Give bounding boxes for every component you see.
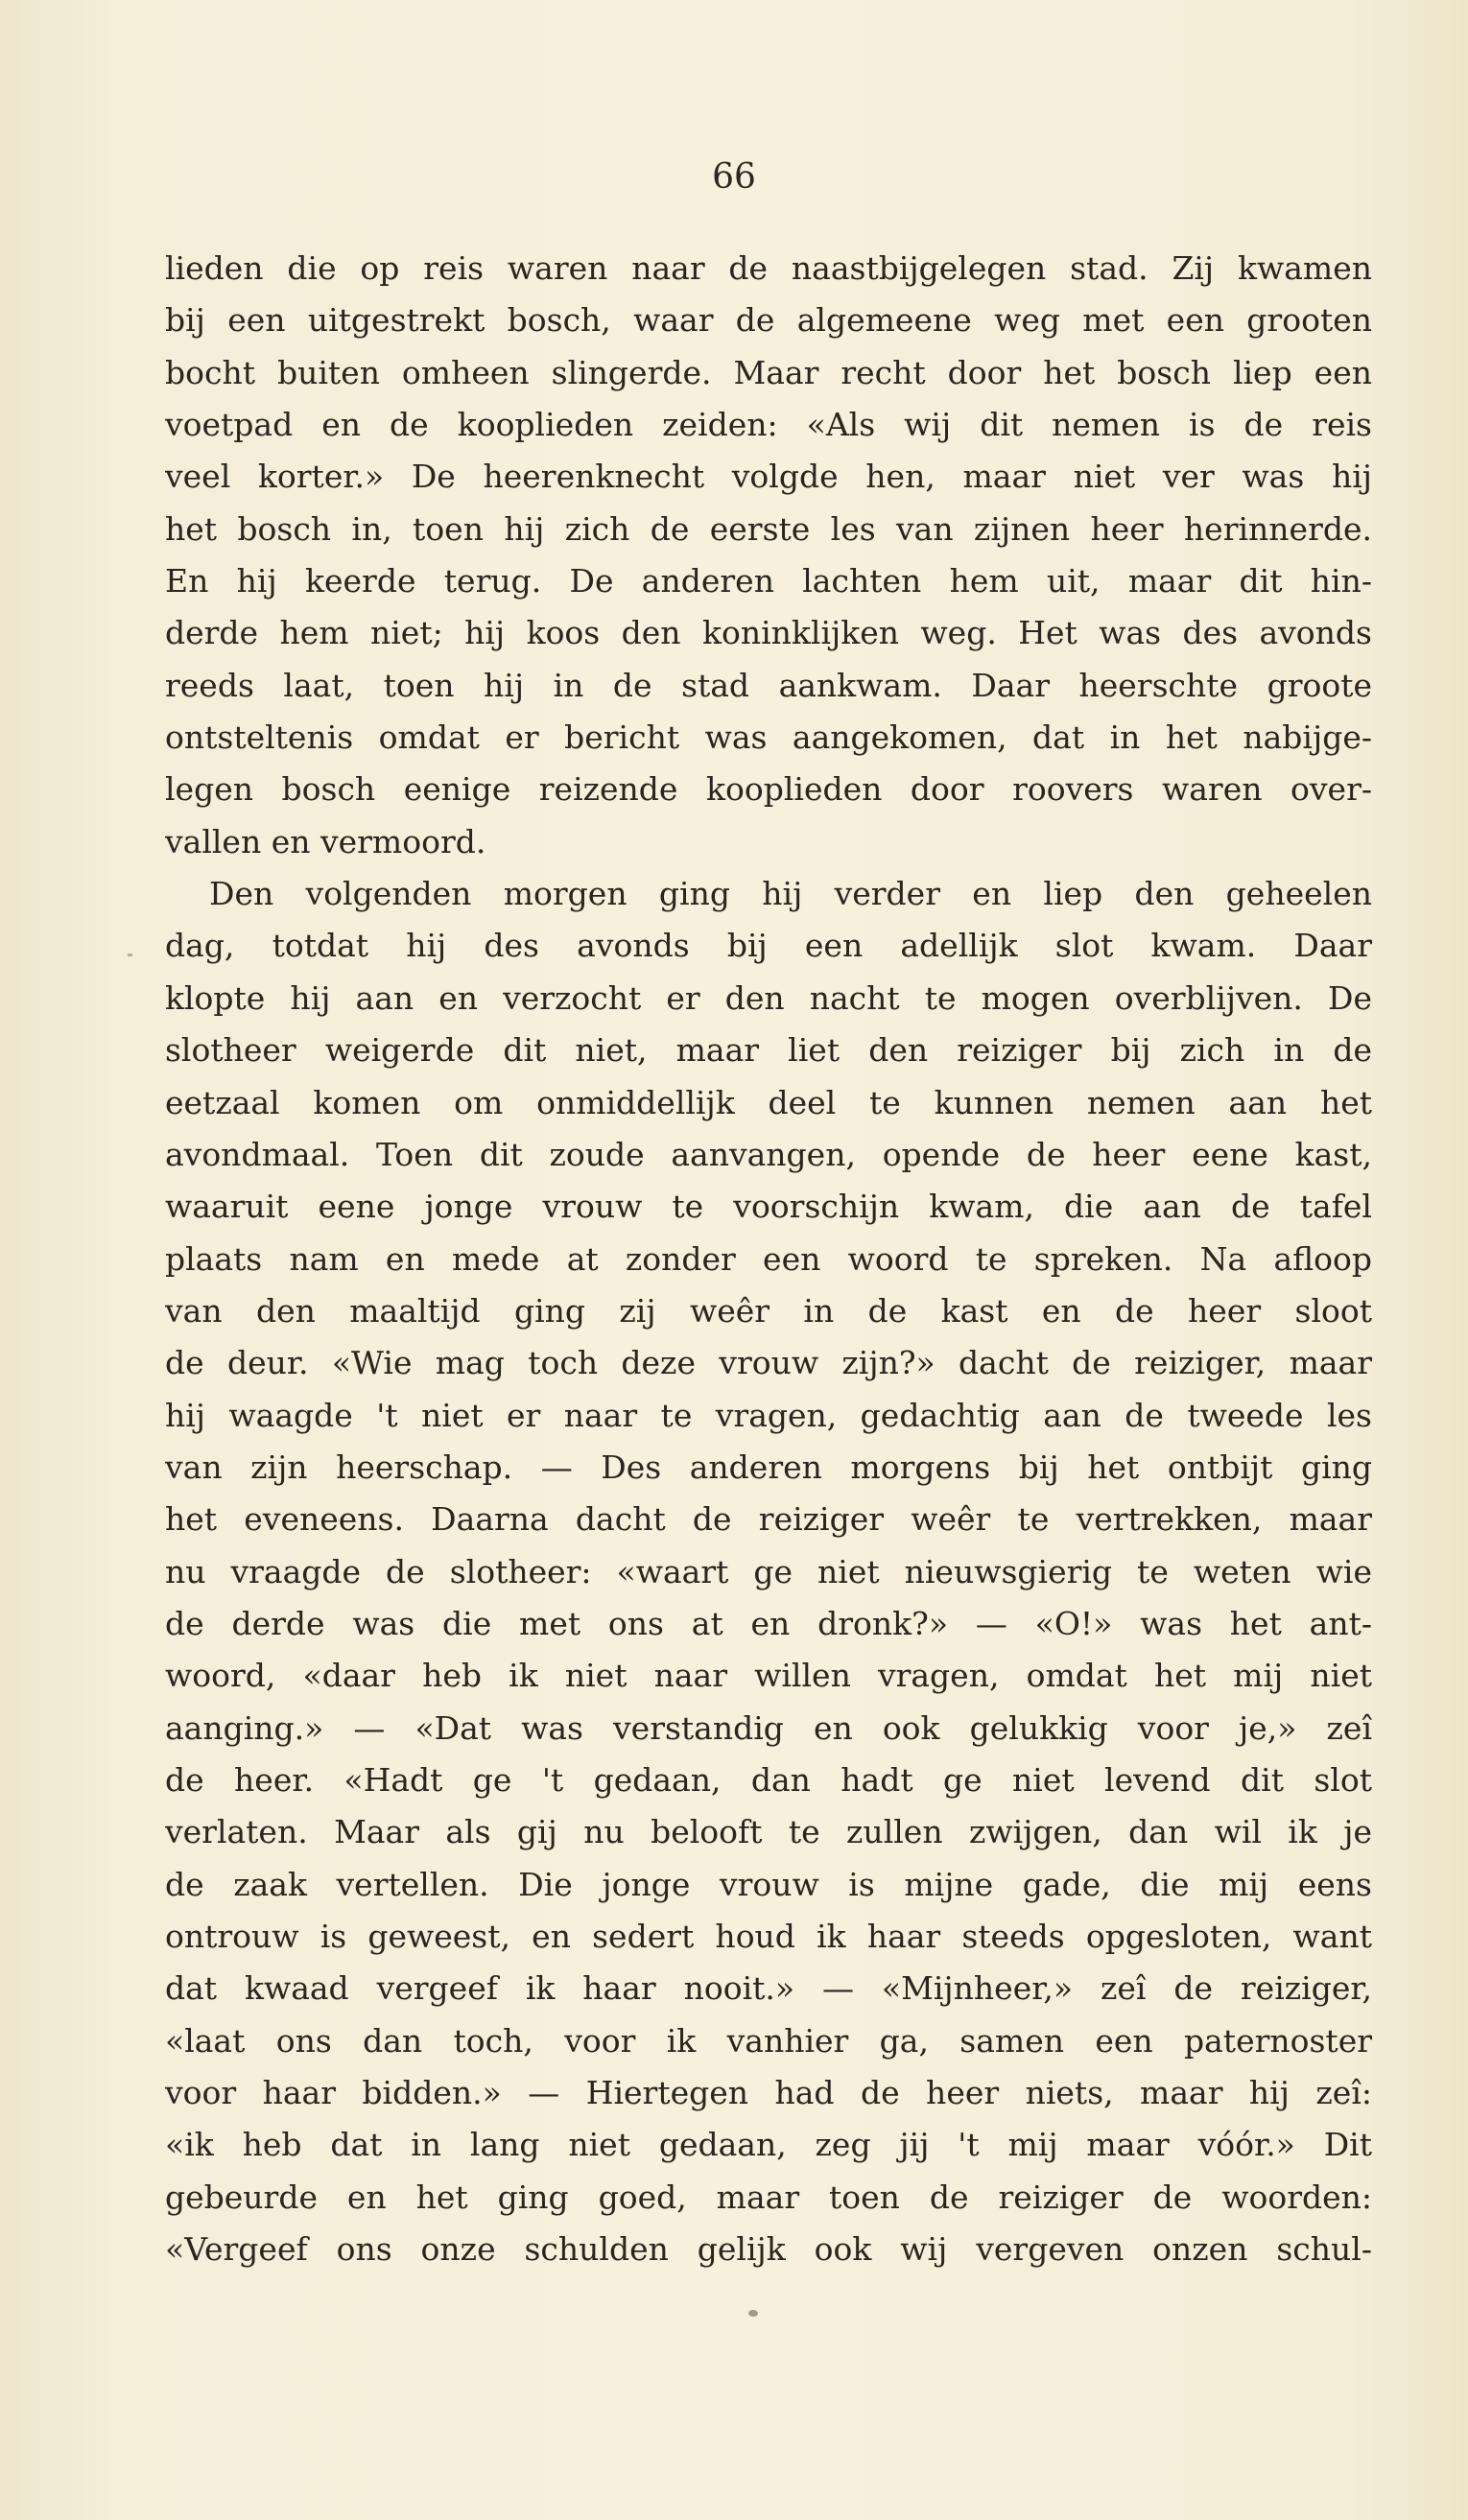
text-line: de derde was die met ons at en dronk?» — «O!» was het ant- — [165, 1604, 1372, 1642]
text-line: ontrouw is geweest, en sedert houd ik haar steeds opgesloten, want — [165, 1918, 1372, 1955]
text-line: slotheer weigerde dit niet, maar liet den reiziger bij zich in de — [165, 1031, 1372, 1070]
text-line: het bosch in, toen hij zich de eerste les van zijnen heer herinnerde. — [165, 509, 1372, 548]
text-line: «laat ons dan toch, voor ik vanhier ga, samen een paternoster — [165, 2021, 1372, 2060]
text-line: «ik heb dat in lang niet gedaan, zeg jij 't mij maar vóór.» Dit — [165, 2126, 1372, 2164]
body-text — [165, 243, 1372, 2275]
text-line: En hij keerde terug. De anderen lachten hem uit, maar dit hin- — [165, 562, 1372, 601]
text-line: dag, totdat hij des avonds bij een adellijk slot kwam. Daar — [165, 927, 1372, 965]
text-line: gebeurde en het ging goed, maar toen de reiziger de woorden: — [165, 2178, 1372, 2216]
text-line: van zijn heerschap. — Des anderen morgens bij het ontbijt ging — [165, 1448, 1372, 1486]
text-line: nu vraagde de slotheer: «waart ge niet nieuwsgierig te weten wie — [165, 1552, 1372, 1590]
text-line: ontsteltenis omdat er bericht was aangekomen, dat in het nabijge- — [165, 718, 1372, 757]
page-number: 66 — [712, 157, 756, 197]
text-line: de zaak vertellen. Die jonge vrouw is mijne gade, die mij eens — [165, 1865, 1372, 1903]
text-line: veel korter.» De heerenknecht volgde hen, maar niet ver was hij — [165, 458, 1372, 496]
text-line: hij waagde 't niet er naar te vragen, gedachtig aan de tweede les — [165, 1396, 1372, 1434]
text-line: eetzaal komen om onmiddellijk deel te kunnen nemen aan het — [165, 1083, 1372, 1121]
text-line: «Vergeef ons onze schulden gelijk ook wij vergeven onzen schul- — [165, 2230, 1372, 2269]
text-line: reeds laat, toen hij in de stad aankwam. Daar heerschte groote — [165, 666, 1372, 704]
text-line: klopte hij aan en verzocht er den nacht te mogen overblijven. De — [165, 978, 1372, 1017]
text-line: plaats nam en mede at zonder een woord te spreken. Na afloop — [165, 1239, 1372, 1278]
text-line: woord, «daar heb ik niet naar willen vragen, omdat het mij niet — [165, 1657, 1372, 1695]
text-line: lieden die op reis waren naar de naastbijgelegen stad. Zij kwamen — [165, 249, 1372, 287]
text-line: voetpad en de kooplieden zeiden: «Als wij dit nemen is de reis — [165, 406, 1372, 444]
text-line: waaruit eene jonge vrouw te voorschijn kwam, die aan de tafel — [165, 1188, 1372, 1226]
text-line: de heer. «Hadt ge 't gedaan, dan hadt ge niet levend dit slot — [165, 1760, 1372, 1799]
text-line: avondmaal. Toen dit zoude aanvangen, opende de heer eene kast, — [165, 1135, 1372, 1173]
paragraph-first-line: Den volgenden morgen ging hij verder en liep den geheelen — [209, 875, 1372, 913]
text-line: voor haar bidden.» — Hiertegen had de heer niets, maar hij zeî: — [165, 2074, 1372, 2112]
text-line: legen bosch eenige reizende kooplieden door roovers waren over- — [165, 770, 1372, 809]
text-line: bocht buiten omheen slingerde. Maar recht door het bosch liep een — [165, 353, 1372, 391]
text-line: van den maaltijd ging zij weêr in de kast en de heer sloot — [165, 1291, 1372, 1330]
text-line: het eveneens. Daarna dacht de reiziger weêr te vertrekken, maar — [165, 1500, 1372, 1539]
ink-smudge — [748, 2310, 758, 2317]
text-line: bij een uitgestrekt bosch, waar de algemeene weg met een grooten — [165, 301, 1372, 340]
text-line: de deur. «Wie mag toch deze vrouw zijn?» dacht de reiziger, maar — [165, 1344, 1372, 1382]
text-line: derde hem niet; hij koos den koninklijken weg. Het was des avonds — [165, 614, 1372, 652]
paragraph-last-line: vallen en vermoord. — [165, 822, 486, 860]
text-line: dat kwaad vergeef ik haar nooit.» — «Mijnheer,» zeî de reiziger, — [165, 1969, 1372, 2008]
margin-mark — [128, 954, 132, 956]
text-line: verlaten. Maar als gij nu belooft te zullen zwijgen, dan wil ik je — [165, 1813, 1372, 1851]
text-line: aanging.» — «Dat was verstandig en ook gelukkig voor je,» zeî — [165, 1708, 1372, 1747]
